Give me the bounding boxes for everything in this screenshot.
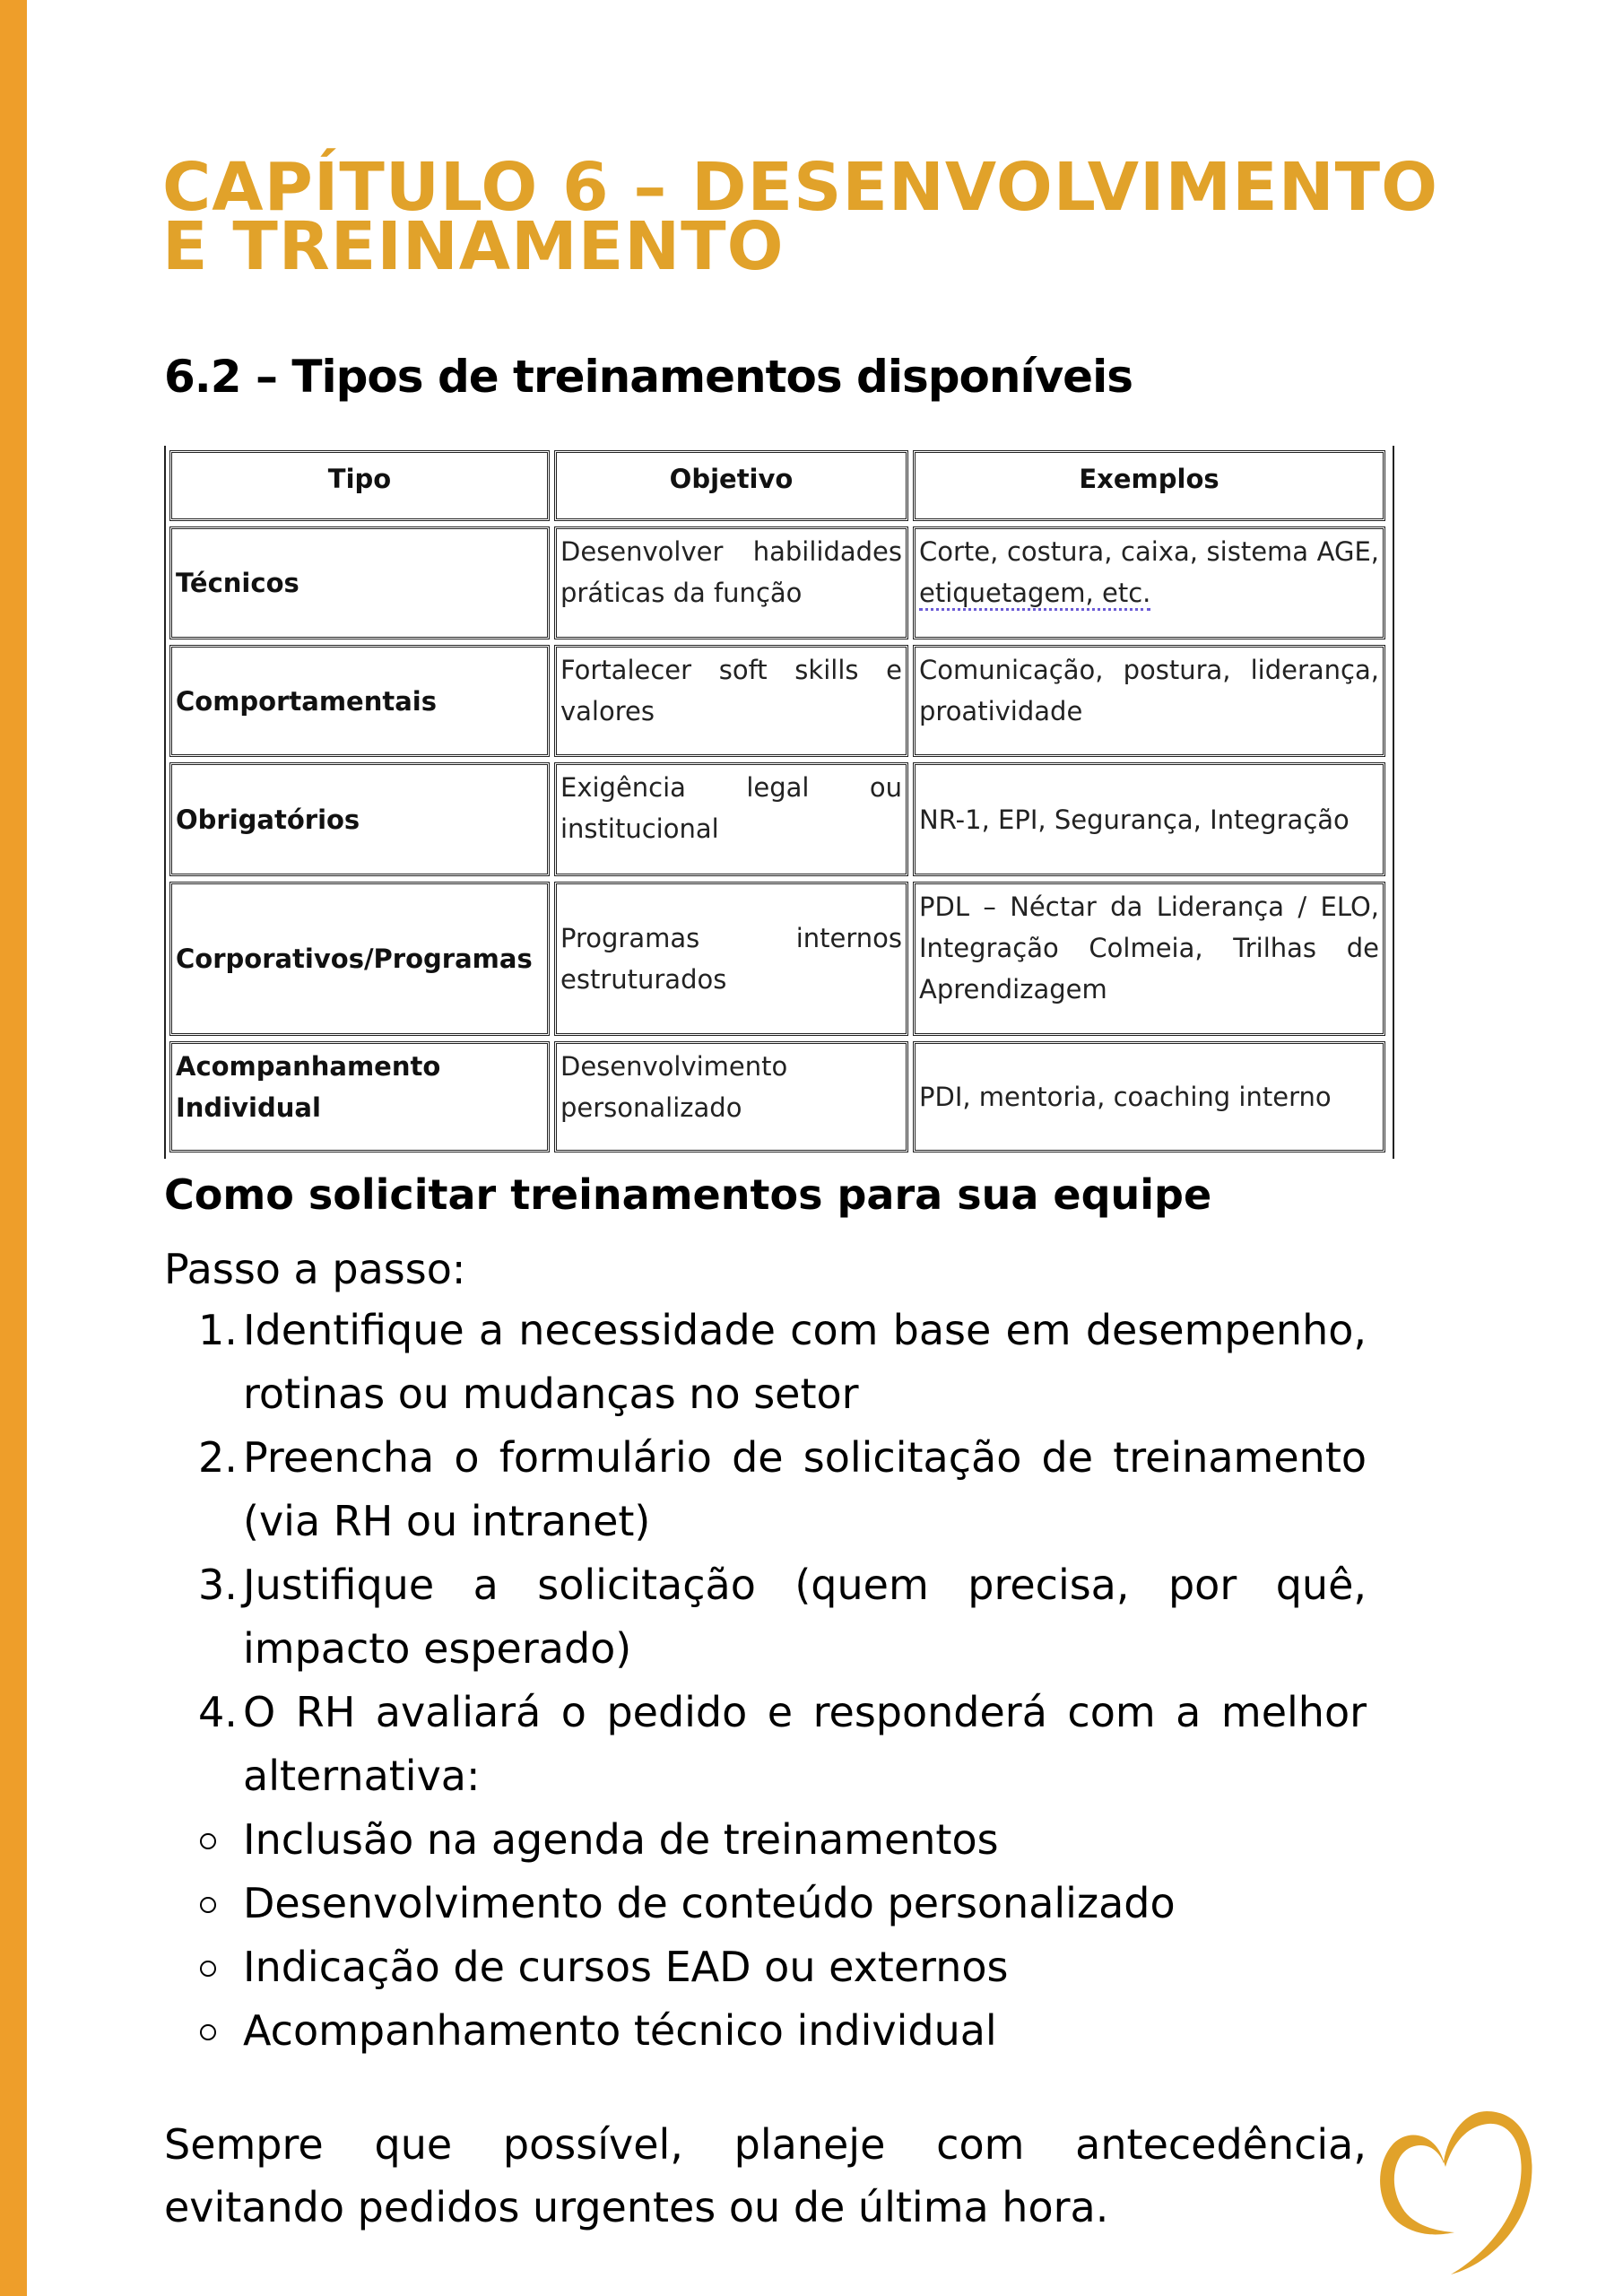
- table-row-objetivo: [554, 1041, 908, 1152]
- steps-intro: Passo a passo:: [164, 1245, 466, 1293]
- table-header-objetivo: Objetivo: [554, 450, 908, 521]
- cell-text-part: Corte, costura, caixa, sistema AGE,: [919, 536, 1379, 567]
- step-text: Justifique a solicitação (quem precisa, por quê, impacto esperado): [243, 1561, 1367, 1673]
- hollow-bullet-icon: [200, 1961, 216, 1977]
- step-text: Identifique a necessidade com base em desempenho, rotinas ou mudanças no setor: [243, 1306, 1367, 1418]
- table-row-exemplos: [913, 526, 1385, 639]
- cell-text: [919, 531, 1379, 613]
- alternative-item: [164, 1872, 1367, 1935]
- hollow-bullet-icon: [200, 1897, 216, 1913]
- chapter-title-line-2: E TREINAMENTO: [162, 208, 785, 285]
- cell-text: Acompanhamento Individual: [176, 1051, 441, 1123]
- step-item: [164, 1426, 1367, 1553]
- table-row-tipo: [169, 1041, 550, 1152]
- steps-list: [164, 1299, 1367, 2063]
- table-row-exemplos: [913, 762, 1385, 876]
- step-item: [164, 1681, 1367, 2063]
- step-item: [164, 1299, 1367, 1426]
- cell-text: Programas internos estruturados: [560, 923, 902, 995]
- table-header-tipo: Tipo: [169, 450, 550, 521]
- heart-logo-shape: [1380, 2111, 1532, 2274]
- alternative-item: [164, 1935, 1367, 1999]
- alternative-text: Desenvolvimento de conteúdo personalizado: [243, 1879, 1176, 1927]
- cell-text: Fortalecer soft skills e valores: [560, 655, 902, 726]
- table-row-objetivo: [554, 882, 908, 1036]
- section-heading: 6.2 – Tipos de treinamentos disponíveis: [164, 351, 1133, 403]
- cell-text: Comunicação, postura, liderança, proatividade: [919, 655, 1379, 726]
- step-text: Preencha o formulário de solicitação de treinamento (via RH ou intranet): [243, 1433, 1367, 1545]
- closing-paragraph: Sempre que possível, planeje com antecedência, evitando pedidos urgentes ou de última hora.: [164, 2120, 1367, 2231]
- cell-text: NR-1, EPI, Segurança, Integração: [919, 804, 1350, 835]
- alternative-text: Inclusão na agenda de treinamentos: [243, 1815, 999, 1864]
- step-text: O RH avaliará o pedido e responderá com a melhor alternativa:: [243, 1688, 1367, 1800]
- table-row-exemplos: [913, 882, 1385, 1036]
- hollow-bullet-icon: [200, 1833, 216, 1849]
- hollow-bullet-icon: [200, 2024, 216, 2040]
- table-row-objetivo: [554, 762, 908, 876]
- request-heading: Como solicitar treinamentos para sua equipe: [164, 1170, 1212, 1219]
- accent-bar: [0, 0, 27, 2296]
- step-number: 2.: [198, 1433, 238, 1482]
- step-number: 4.: [198, 1688, 238, 1736]
- table-row-tipo: Corporativos/Programas: [169, 882, 550, 1036]
- alternative-item: [164, 1999, 1367, 2063]
- step-number: 1.: [198, 1306, 238, 1354]
- table-row-exemplos: [913, 1041, 1385, 1152]
- alternatives-list: [164, 1808, 1367, 2063]
- cell-text: Exigência legal ou institucional: [560, 772, 902, 844]
- table-row-tipo: Comportamentais: [169, 645, 550, 757]
- table-row-objetivo: [554, 526, 908, 639]
- table-row-exemplos: [913, 645, 1385, 757]
- chapter-title-line-1: CAPÍTULO 6 – DESENVOLVIMENTO: [162, 149, 1439, 226]
- cell-text: PDI, mentoria, coaching interno: [919, 1082, 1332, 1112]
- chapter-title: [162, 149, 1439, 285]
- alternative-text: Indicação de cursos EAD ou externos: [243, 1943, 1009, 1991]
- cell-text: Desenvolvimento personalizado: [560, 1051, 788, 1123]
- table-row-objetivo: [554, 645, 908, 757]
- alternative-item: [164, 1808, 1367, 1872]
- cell-text: Desenvolver habilidades práticas da função: [560, 536, 902, 608]
- cell-text: PDL – Néctar da Liderança / ELO, Integração Colmeia, Trilhas de Aprendizagem: [919, 891, 1379, 1004]
- spellcheck-underlined-text: etiquetagem, etc.: [919, 578, 1150, 611]
- table-row-tipo: Obrigatórios: [169, 762, 550, 876]
- table-header-exemplos: Exemplos: [913, 450, 1385, 521]
- step-number: 3.: [198, 1561, 238, 1609]
- step-item: [164, 1553, 1367, 1681]
- alternative-text: Acompanhamento técnico individual: [243, 2006, 997, 2055]
- heart-logo-icon: [1374, 2092, 1544, 2280]
- table-row-tipo: Técnicos: [169, 526, 550, 639]
